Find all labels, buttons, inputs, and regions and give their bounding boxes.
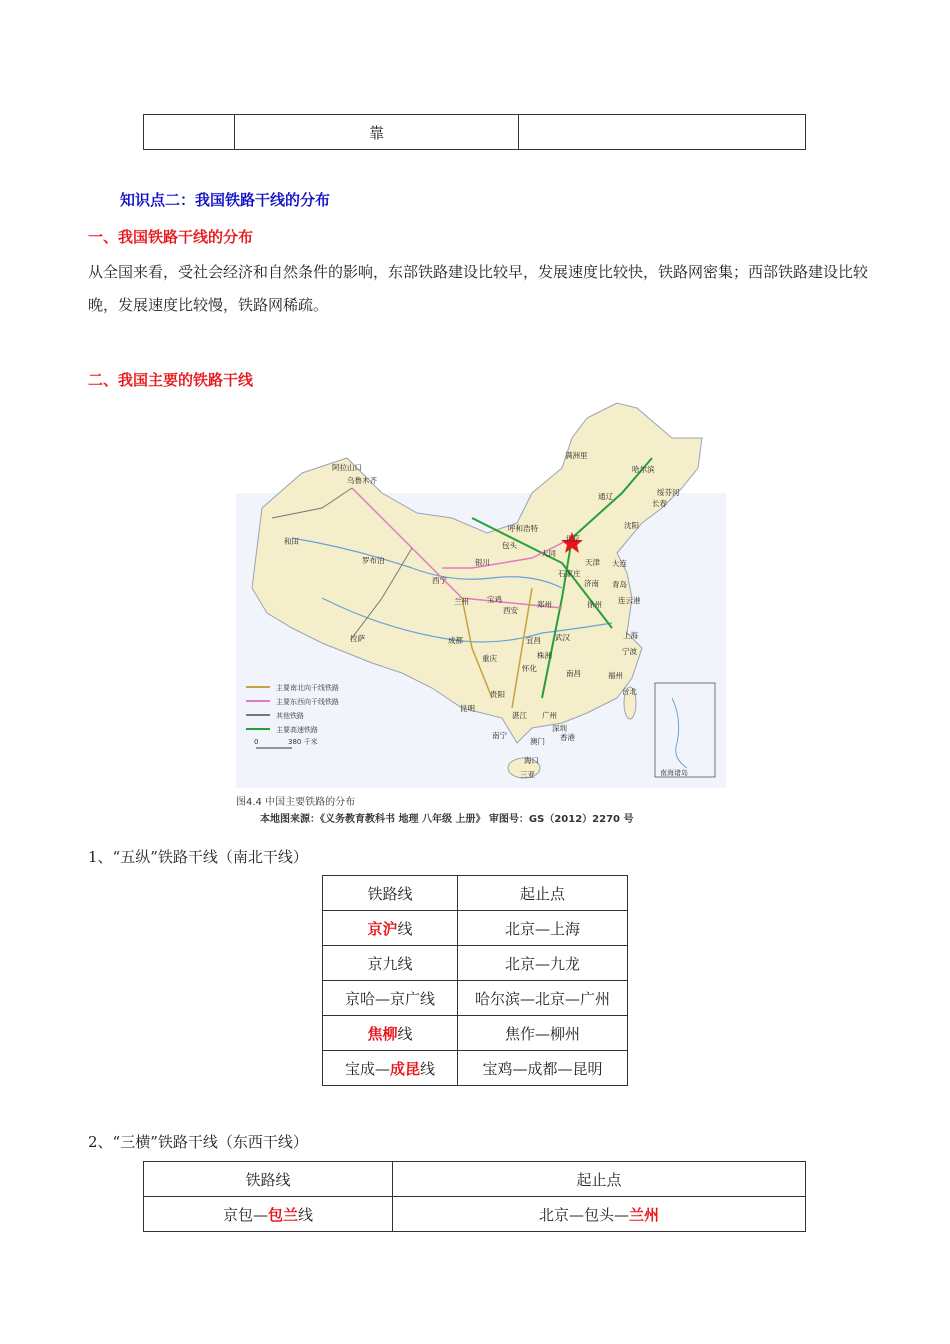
table-cell: 靠 xyxy=(235,115,519,150)
stops-cell: 宝鸡—成都—昆明 xyxy=(458,1051,628,1086)
table-header-row xyxy=(323,876,628,911)
section-heading-1: 一、我国铁路干线的分布 xyxy=(88,228,254,246)
city-label: 罗布泊 xyxy=(362,556,385,565)
city-label: 香港 xyxy=(560,733,575,742)
legend-label: 其他铁路 xyxy=(276,712,304,720)
list-title-five-vertical: 1、“五纵”铁路干线（南北干线） xyxy=(88,848,308,866)
rail-line-cell: 京哈—京广线 xyxy=(323,981,458,1016)
table-header: 铁路线 xyxy=(323,876,458,911)
city-label: 包头 xyxy=(502,541,517,550)
city-label: 徐州 xyxy=(587,600,602,609)
city-label: 西宁 xyxy=(432,576,447,585)
legend-label: 主要东西向干线铁路 xyxy=(276,698,339,706)
city-label: 宜昌 xyxy=(526,636,541,645)
map-source: 本地图来源：《义务教育教科书 地理 八年级 上册》 审图号：GS（2012）2270 号 xyxy=(260,814,634,825)
city-label: 大同 xyxy=(541,549,556,558)
city-label: 怀化 xyxy=(522,664,537,673)
city-label: 贵阳 xyxy=(490,690,505,699)
three-horizontal-table xyxy=(143,1161,806,1232)
railway-map xyxy=(232,398,730,790)
city-label: 青岛 xyxy=(612,580,627,589)
section-heading-2: 二、我国主要的铁路干线 xyxy=(88,371,254,389)
city-label: 通辽 xyxy=(598,492,613,501)
city-label: 广州 xyxy=(542,711,557,720)
city-label: 宁波 xyxy=(622,647,637,656)
city-label: 大连 xyxy=(612,559,627,568)
list-title-three-horizontal: 2、“三横”铁路干线（东西干线） xyxy=(88,1133,308,1151)
city-label: 济南 xyxy=(584,579,599,588)
rail-line-cell: 京九线 xyxy=(323,946,458,981)
rail-line-cell: 焦柳线 xyxy=(323,1016,458,1051)
city-label: 乌鲁木齐 xyxy=(347,476,377,485)
city-label: 拉萨 xyxy=(350,634,365,643)
rail-line-cell: 宝成—成昆线 xyxy=(323,1051,458,1086)
stops-cell: 北京—上海 xyxy=(458,911,628,946)
table-row xyxy=(144,1197,806,1232)
inset-label: 南海诸岛 xyxy=(660,769,688,777)
city-label: 银川 xyxy=(475,558,490,567)
city-label: 呼和浩特 xyxy=(508,524,538,533)
city-label: 郑州 xyxy=(537,600,552,609)
city-label: 上海 xyxy=(623,631,638,640)
city-label: 武汉 xyxy=(555,633,570,642)
city-label: 哈尔滨 xyxy=(632,465,655,474)
city-label: 台北 xyxy=(622,687,637,696)
table-header-row xyxy=(144,1162,806,1197)
table-header: 起止点 xyxy=(393,1162,806,1197)
city-label: 天津 xyxy=(585,558,600,567)
map-caption: 图4.4 中国主要铁路的分布 xyxy=(236,797,356,808)
city-label: 沈阳 xyxy=(624,521,639,530)
stops-cell: 北京—九龙 xyxy=(458,946,628,981)
city-label: 南昌 xyxy=(566,669,581,678)
city-label: 满洲里 xyxy=(565,451,588,460)
city-label: 石家庄 xyxy=(558,569,581,578)
rail-line-cell: 京沪线 xyxy=(323,911,458,946)
city-label: 昆明 xyxy=(460,704,475,713)
city-label: 连云港 xyxy=(618,596,641,605)
city-label: 成都 xyxy=(448,636,463,645)
scale-zero: 0 xyxy=(254,738,259,746)
city-label: 长春 xyxy=(652,499,667,508)
stops-cell: 哈尔滨—北京—广州 xyxy=(458,981,628,1016)
city-label: 三亚 xyxy=(520,770,535,779)
table-row xyxy=(323,981,628,1016)
city-label: 南宁 xyxy=(492,731,507,740)
table-cell xyxy=(519,115,806,150)
city-label: 绥芬河 xyxy=(657,488,680,497)
table-row xyxy=(323,946,628,981)
city-label: 兰州 xyxy=(454,597,469,606)
table-row xyxy=(323,1051,628,1086)
top-table xyxy=(143,114,806,150)
city-label: 宝鸡 xyxy=(487,595,502,604)
five-vertical-table xyxy=(322,875,628,1086)
table-header: 起止点 xyxy=(458,876,628,911)
city-label: 和田 xyxy=(284,537,299,546)
knowledge-point-title: 知识点二：我国铁路干线的分布 xyxy=(120,191,331,209)
city-label: 湛江 xyxy=(512,711,527,720)
table-row xyxy=(323,911,628,946)
legend-label: 主要高速铁路 xyxy=(276,726,318,734)
table-row xyxy=(323,1016,628,1051)
city-label: 深圳 xyxy=(552,724,567,733)
table-cell xyxy=(144,115,235,150)
table-header: 铁路线 xyxy=(144,1162,393,1197)
section-paragraph: 从全国来看，受社会经济和自然条件的影响，东部铁路建设比较早，发展速度比较快，铁路网密集；西部铁路建设比较晚，发展速度比较慢，铁路网稀疏。 xyxy=(88,263,869,314)
city-label: 北京 xyxy=(565,534,580,543)
scale-label: 380 千米 xyxy=(288,738,318,746)
rail-line-cell: 京包—包兰线 xyxy=(144,1197,393,1232)
city-label: 重庆 xyxy=(482,654,497,663)
city-label: 澳门 xyxy=(530,737,545,746)
city-label: 西安 xyxy=(503,606,518,615)
legend-label: 主要南北向干线铁路 xyxy=(276,684,339,692)
stops-cell: 焦作—柳州 xyxy=(458,1016,628,1051)
city-label: 株洲 xyxy=(537,651,552,660)
city-label: 海口 xyxy=(524,756,539,765)
table-row xyxy=(144,115,806,150)
stops-cell: 北京—包头—兰州 xyxy=(393,1197,806,1232)
city-label: 福州 xyxy=(608,671,623,680)
city-label: 阿拉山口 xyxy=(332,463,362,472)
